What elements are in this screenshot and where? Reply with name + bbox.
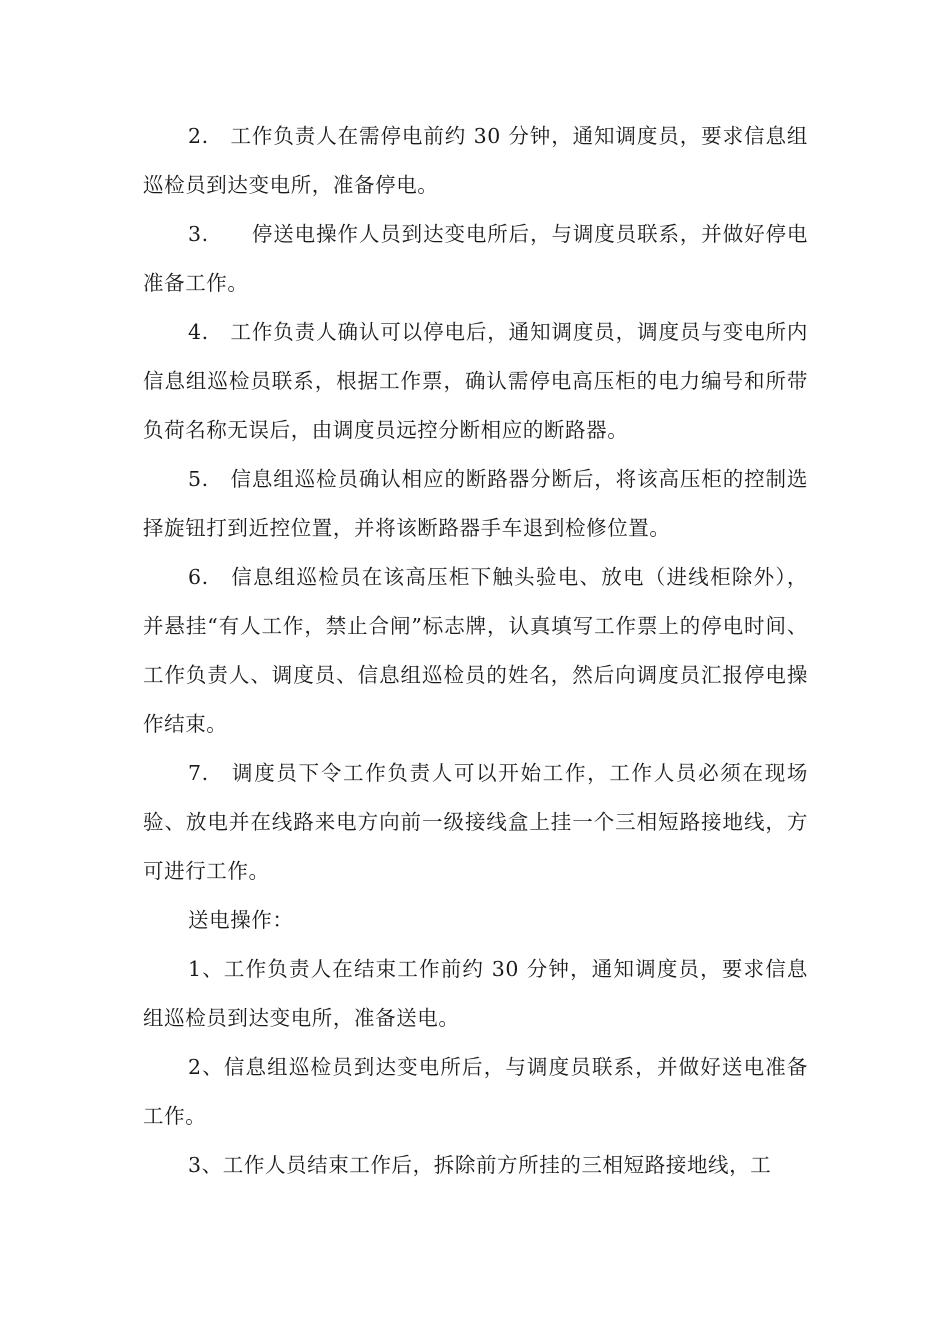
paragraph-step-2: 2. 工作负责人在需停电前约 30 分钟，通知调度员，要求信息组巡检员到达变电所，准备停电。 (143, 124, 808, 197)
paragraph-power-on-2: 2、信息组巡检员到达变电所后，与调度员联系，并做好送电准备工作。 (143, 1055, 808, 1128)
paragraph-step-3: 3. 停送电操作人员到达变电所后，与调度员联系，并做好停电准备工作。 (143, 222, 808, 295)
paragraph-step-4: 4. 工作负责人确认可以停电后，通知调度员，调度员与变电所内信息组巡检员联系，根据工作票，确认需停电高压柜的电力编号和所带负荷名称无误后，由调度员远控分断相应的断路器。 (143, 320, 808, 442)
paragraph-step-5: 5. 信息组巡检员确认相应的断路器分断后，将该高压柜的控制选择旋钮打到近控位置，并将该断路器手车退到检修位置。 (143, 467, 808, 540)
section-heading-power-on: 送电操作： (188, 908, 294, 932)
paragraph-step-7: 7. 调度员下令工作负责人可以开始工作，工作人员必须在现场验、放电并在线路来电方向前一级接线盒上挂一个三相短路接地线，方可进行工作。 (143, 761, 808, 883)
paragraph-power-on-3: 3、工作人员结束工作后，拆除前方所挂的三相短路接地线，工 (188, 1153, 772, 1177)
paragraph-power-on-1: 1、工作负责人在结束工作前约 30 分钟，通知调度员，要求信息组巡检员到达变电所，准备送电。 (143, 957, 808, 1030)
document-body (143, 112, 808, 1190)
paragraph-step-6: 6. 信息组巡检员在该高压柜下触头验电、放电（进线柜除外），并悬挂“有人工作，禁止合闸”标志牌，认真填写工作票上的停电时间、工作负责人、调度员、信息组巡检员的姓名，然后向调度员汇报停电操作结束。 (143, 565, 808, 736)
